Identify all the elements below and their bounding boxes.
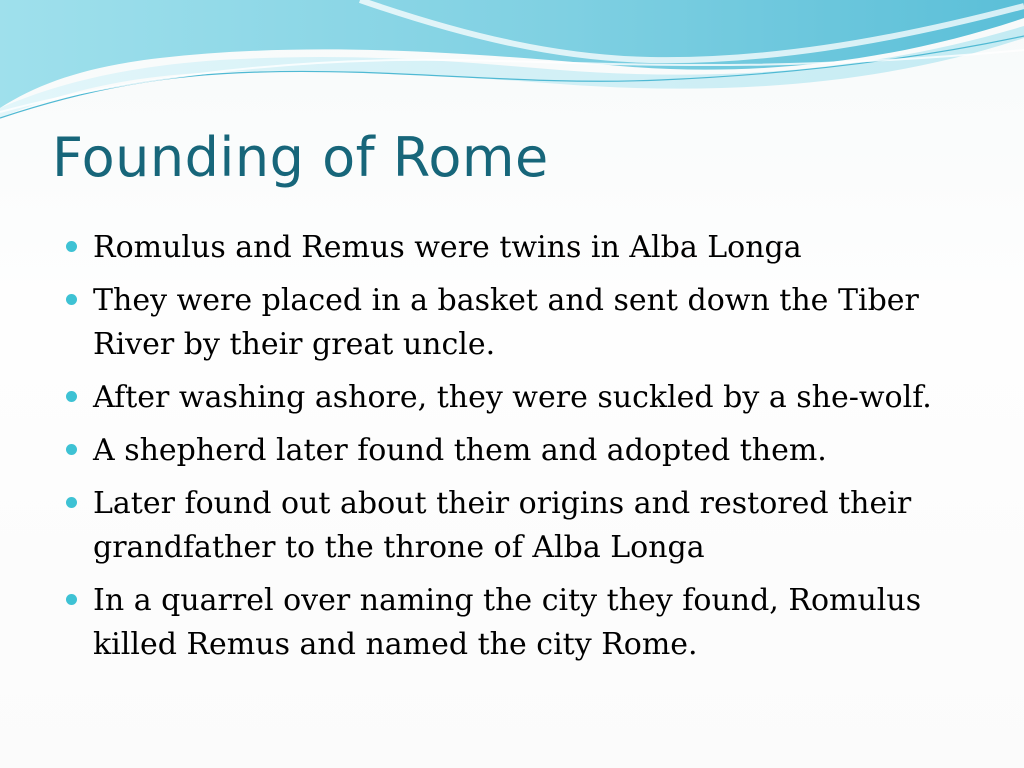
bullet-text: In a quarrel over naming the city they found, Romulus killed Remus and named the city Rome.	[93, 583, 922, 662]
bullet-item	[62, 279, 962, 367]
wave-header-decoration	[0, 0, 1024, 130]
bullet-item	[62, 482, 962, 570]
slide-title: Founding of Rome	[52, 126, 549, 189]
bullet-item	[62, 226, 962, 270]
bullet-text: They were placed in a basket and sent down the Tiber River by their great uncle.	[93, 283, 919, 362]
bullet-text: A shepherd later found them and adopted them.	[93, 433, 827, 468]
bullet-item	[62, 429, 962, 473]
bullet-dot-icon	[66, 444, 77, 455]
bullet-text: After washing ashore, they were suckled by a she-wolf.	[93, 380, 932, 415]
bullet-dot-icon	[66, 497, 77, 508]
bullet-dot-icon	[66, 241, 77, 252]
bullet-dot-icon	[66, 594, 77, 605]
bullet-item	[62, 376, 962, 420]
bullet-dot-icon	[66, 391, 77, 402]
bullet-list	[62, 226, 962, 676]
bullet-text: Romulus and Remus were twins in Alba Longa	[93, 230, 802, 265]
bullet-dot-icon	[66, 294, 77, 305]
bullet-text: Later found out about their origins and restored their grandfather to the throne of Alba Longa	[93, 486, 912, 565]
bullet-item	[62, 579, 962, 667]
